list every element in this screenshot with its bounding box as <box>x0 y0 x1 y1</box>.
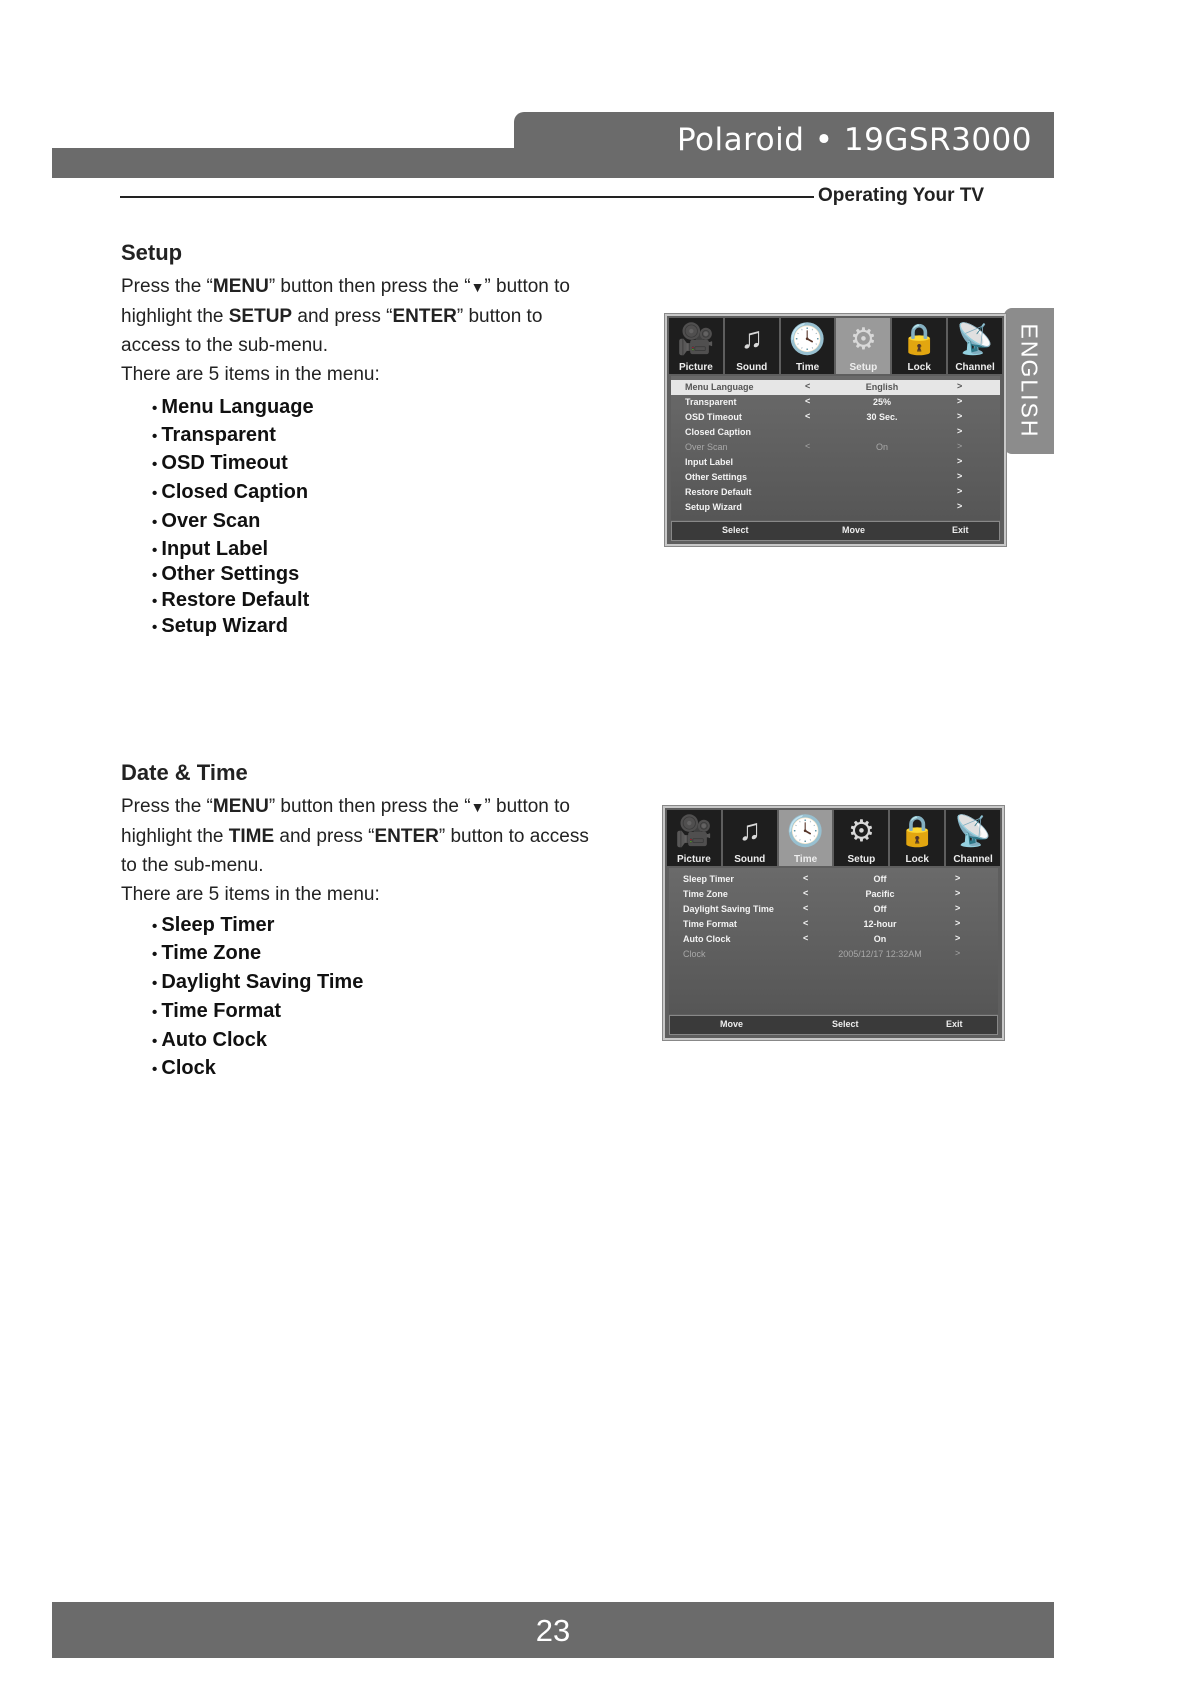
list-item: • Input Label <box>152 538 314 563</box>
tv-menu-row: Transparent < 25% > <box>685 396 963 407</box>
music-note-icon: ♫ <box>738 814 761 847</box>
datetime-item-list <box>152 914 363 1085</box>
section-label: Operating Your TV <box>818 185 985 206</box>
tv-tab-channel: 📡 Channel <box>948 318 1002 374</box>
tv-menu-row: Restore Default > <box>685 486 963 497</box>
chevron-left-icon: < <box>805 411 811 421</box>
chevron-left-icon: < <box>805 381 811 391</box>
tv-menu-body <box>671 376 1000 520</box>
page-footer <box>52 1602 1054 1658</box>
chevron-right-icon: > <box>955 873 961 883</box>
page-number: 23 <box>535 1613 571 1648</box>
chevron-right-icon: > <box>957 471 963 481</box>
tv-footer-bar <box>671 521 1000 541</box>
tv-footer-hint: Move <box>842 525 866 535</box>
chevron-right-icon: > <box>955 948 961 958</box>
camera-icon: 🎥 <box>677 323 715 356</box>
setup-heading: Setup <box>121 240 183 265</box>
tv-tab-channel: 📡 Channel <box>946 810 1000 866</box>
list-item: • Closed Caption <box>152 481 314 510</box>
satellite-dish-icon: 📡 <box>956 323 994 356</box>
tv-footer-bar <box>669 1015 998 1035</box>
tv-tab-time: 🕓 Time <box>781 318 835 374</box>
tv-tab-setup: ⚙ Setup <box>834 810 888 866</box>
tv-menu-row: Time Format < 12-hour > <box>683 918 961 929</box>
music-note-icon: ♫ <box>740 322 763 355</box>
chevron-right-icon: > <box>957 501 963 511</box>
camera-icon: 🎥 <box>675 815 713 848</box>
tv-menu-row: Clock 2005/12/17 12:32AM > <box>683 948 961 959</box>
chevron-right-icon: > <box>957 456 963 466</box>
down-arrow-icon: ▼ <box>470 799 485 815</box>
datetime-item-count: There are 5 items in the menu: <box>121 884 380 905</box>
tv-footer-hint: Select <box>832 1019 859 1029</box>
down-arrow-icon: ▼ <box>470 279 485 295</box>
tv-tab-sound: ♫ Sound <box>725 318 779 374</box>
tv-menu-row: Over Scan < On > <box>685 441 963 452</box>
gear-icon: ⚙ <box>847 815 875 848</box>
chevron-left-icon: < <box>803 933 809 943</box>
tv-menu-row: Menu Language < English > <box>671 380 1000 395</box>
list-item: • Setup Wizard <box>152 615 314 641</box>
list-item: • Clock <box>152 1057 363 1085</box>
list-item: • Other Settings <box>152 563 314 589</box>
list-item: • Restore Default <box>152 589 314 615</box>
tv-menu-row: Daylight Saving Time < Off > <box>683 903 961 914</box>
tv-tab-picture: 🎥 Picture <box>669 318 723 374</box>
header-title: Polaroid • 19GSR3000 <box>676 122 1032 158</box>
list-item: • Time Format <box>152 1000 363 1029</box>
tv-tab-bar <box>667 810 1000 866</box>
header-bar <box>52 148 514 178</box>
tv-tab-lock: 🔒 Lock <box>890 810 944 866</box>
chevron-left-icon: < <box>803 918 809 928</box>
chevron-left-icon: < <box>805 441 811 451</box>
gear-icon: ⚙ <box>849 323 877 356</box>
chevron-right-icon: > <box>957 441 963 451</box>
tv-tab-setup: ⚙ Setup <box>836 318 890 374</box>
tv-tab-bar <box>669 318 1002 374</box>
chevron-right-icon: > <box>957 486 963 496</box>
chevron-left-icon: < <box>803 888 809 898</box>
tv-menu-row: Other Settings > <box>685 471 963 482</box>
tv-menu-row: Setup Wizard > <box>685 501 963 512</box>
chevron-right-icon: > <box>955 888 961 898</box>
tv-menu-row: Input Label > <box>685 456 963 467</box>
tv-footer-hint: Exit <box>946 1019 963 1029</box>
satellite-dish-icon: 📡 <box>954 815 992 848</box>
clock-icon: 🕓 <box>786 815 825 848</box>
setup-item-count: There are 5 items in the menu: <box>121 364 380 385</box>
chevron-left-icon: < <box>805 396 811 406</box>
setup-menu-screenshot <box>665 314 1006 546</box>
tv-menu-body <box>669 868 998 1014</box>
setup-instructions: Press the “MENU” button then press the “▼” button to highlight the SETUP and press “ENTER” button to access to the sub-menu. There are 5 items in the menu: <box>121 276 570 385</box>
list-item: • Time Zone <box>152 942 363 971</box>
chevron-right-icon: > <box>957 396 963 406</box>
tv-tab-sound: ♫ Sound <box>723 810 777 866</box>
tv-tab-lock: 🔒 Lock <box>892 318 946 374</box>
lock-icon: 🔒 <box>900 323 938 356</box>
tv-tab-picture: 🎥 Picture <box>667 810 721 866</box>
list-item: • Sleep Timer <box>152 914 363 942</box>
datetime-heading: Date & Time <box>121 760 248 785</box>
time-menu-screenshot <box>663 806 1004 1040</box>
tv-footer-hint: Select <box>722 525 749 535</box>
chevron-left-icon: < <box>803 903 809 913</box>
chevron-right-icon: > <box>957 426 963 436</box>
tv-footer-hint: Move <box>720 1019 744 1029</box>
clock-icon: 🕓 <box>788 323 827 356</box>
section-rule <box>120 196 814 198</box>
chevron-left-icon: < <box>803 873 809 883</box>
chevron-right-icon: > <box>955 933 961 943</box>
list-item: • Over Scan <box>152 510 314 538</box>
list-item: • Transparent <box>152 424 314 452</box>
tv-menu-row: Sleep Timer < Off > <box>683 873 961 884</box>
chevron-right-icon: > <box>955 918 961 928</box>
chevron-right-icon: > <box>955 903 961 913</box>
language-tab-label: ENGLISH <box>1016 323 1043 439</box>
chevron-right-icon: > <box>957 411 963 421</box>
language-tab <box>1004 308 1054 454</box>
chevron-right-icon: > <box>957 381 963 391</box>
lock-icon: 🔒 <box>898 815 936 848</box>
header-tab <box>514 112 1054 178</box>
list-item: • Daylight Saving Time <box>152 971 363 1000</box>
list-item: • Auto Clock <box>152 1029 363 1057</box>
tv-tab-time: 🕓 Time <box>779 810 833 866</box>
tv-menu-row: OSD Timeout < 30 Sec. > <box>685 411 963 422</box>
tv-menu-row: Closed Caption > <box>685 426 963 437</box>
datetime-instructions: Press the “MENU” button then press the “▼” button to highlight the TIME and press “ENTER” button to access to the sub-menu. There are 5 items in the menu: <box>121 796 589 905</box>
list-item: • Menu Language <box>152 396 314 424</box>
setup-item-list <box>152 396 314 641</box>
tv-menu-row: Auto Clock < On > <box>683 933 961 944</box>
tv-footer-hint: Exit <box>952 525 969 535</box>
list-item: • OSD Timeout <box>152 452 314 481</box>
tv-menu-row: Time Zone < Pacific > <box>683 888 961 899</box>
